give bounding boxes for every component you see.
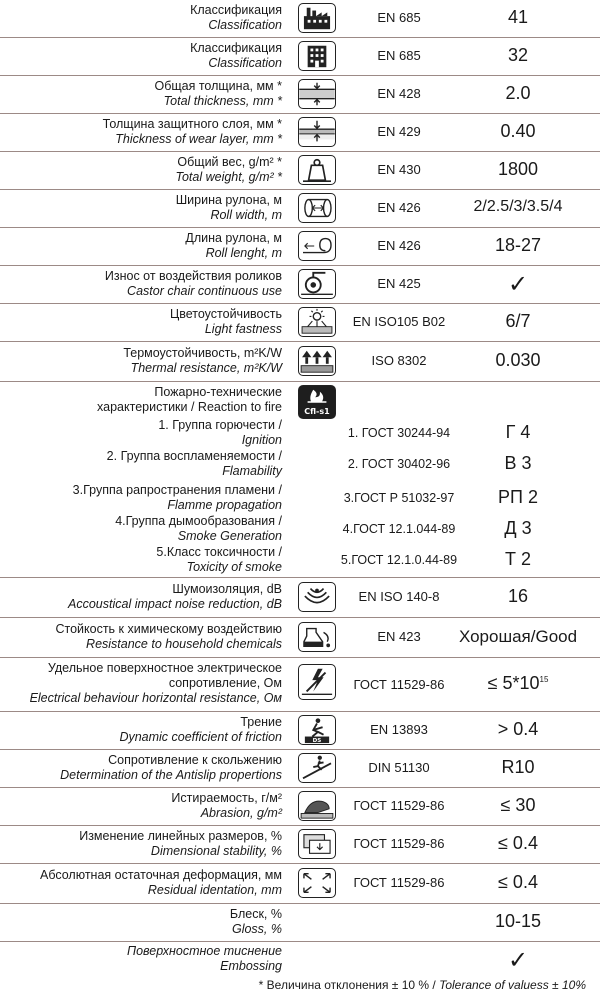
spec-value: 10-15 [494, 911, 542, 931]
roll-width-icon [298, 193, 336, 223]
spec-row-antislip [0, 750, 600, 788]
label-en: Residual identation, mm [147, 883, 282, 897]
roll-length-icon [298, 231, 336, 261]
label-en: Roll width, m [210, 208, 282, 222]
weight-icon [298, 155, 336, 185]
label-en: Dynamic coefficient of friction [119, 730, 282, 744]
fire-title-ru: Пожарно-технические [154, 385, 282, 399]
fire-group-propagation [73, 483, 282, 513]
fire-class-text: Cfl-s1 [304, 407, 330, 417]
spec-label [68, 582, 282, 612]
fire-title [97, 385, 282, 415]
value-base: ≤ 5*10 [487, 673, 540, 693]
group-label-en: Flamability [222, 464, 282, 478]
spec-value: 18-27 [494, 235, 542, 255]
label-en: Gloss, % [231, 922, 282, 936]
label-ru-2: сопротивление, Ом [168, 676, 282, 690]
wear-layer-icon [298, 117, 336, 147]
label-en: Resistance to household chemicals [86, 637, 282, 651]
group-label-ru: 3.Группа рапространения пламени / [72, 483, 282, 497]
standard-code: EN 426 [377, 238, 421, 253]
spec-value: 41 [507, 7, 529, 27]
fire-group-smoke [115, 514, 282, 544]
standard-code: EN 430 [377, 162, 421, 177]
group-value: Т 2 [504, 549, 531, 569]
spec-row-electrical [0, 658, 600, 712]
spec-value: ≤ 0.4 [498, 872, 538, 892]
castor-chair-icon [298, 269, 336, 299]
label-ru: Толщина защитного слоя, мм * [102, 117, 282, 131]
label-en: Electrical behaviour horizontal resistance, Ом [29, 691, 282, 705]
spec-label [119, 715, 282, 745]
spec-label [171, 791, 282, 821]
dimensional-icon [298, 829, 336, 859]
label-ru: Общая толщина, мм * [154, 79, 282, 93]
spec-value: 6/7 [505, 311, 531, 331]
spec-label [123, 346, 282, 376]
spec-label [103, 117, 282, 147]
thermal-icon [298, 346, 336, 376]
value-exponent: 15 [539, 675, 549, 684]
spec-label [105, 269, 282, 299]
standard-code: ГОСТ 11529-86 [353, 875, 445, 890]
standard-code: EN 685 [377, 48, 421, 63]
spec-value: 1800 [497, 159, 539, 179]
spec-label [185, 231, 282, 261]
label-ru: Классификация [190, 41, 282, 55]
label-ru: Удельное поверхностное электрическое [47, 661, 282, 675]
label-en: Embossing [220, 959, 282, 973]
spec-row-classification-1 [0, 0, 600, 38]
spec-row-chemicals [0, 618, 600, 658]
spec-value: > 0.4 [497, 719, 539, 739]
group-value: Г 4 [505, 422, 531, 442]
spec-value: R10 [501, 757, 535, 777]
spec-row-noise-reduction [0, 578, 600, 618]
standard-code: EN 426 [377, 200, 421, 215]
fire-title-mixed: характеристики / Reaction to fire [97, 400, 282, 414]
label-ru: Износ от воздействия роликов [104, 269, 282, 283]
label-en: Abrasion, g/m² [200, 806, 282, 820]
group-standard: 5.ГОСТ 12.1.0.44-89 [340, 553, 458, 567]
spec-row-light-fastness [0, 304, 600, 342]
spec-row-castor-chair [0, 266, 600, 304]
tolerance-note [0, 978, 586, 992]
label-en: Castor chair continuous use [127, 284, 282, 298]
label-en: Classification [208, 56, 282, 70]
group-label-en: Ignition [241, 433, 282, 447]
friction-icon-label: DS [312, 738, 322, 744]
spec-label [30, 661, 282, 706]
standard-code: EN 425 [377, 276, 421, 291]
label-en: Thickness of wear layer, mm * [115, 132, 282, 146]
label-en: Accoustical impact noise reduction, dB [68, 597, 282, 611]
label-en: Roll lenght, m [205, 246, 282, 260]
spec-value [458, 673, 578, 694]
label-ru: Цветоустойчивость [170, 307, 282, 321]
standard-code: ГОСТ 11529-86 [353, 677, 445, 692]
spec-row-abrasion [0, 788, 600, 826]
group-value: РП 2 [498, 487, 538, 507]
spec-row-roll-length [0, 228, 600, 266]
spec-value: 2/2.5/3/3.5/4 [473, 198, 563, 215]
building-icon [298, 41, 336, 71]
standard-code: ГОСТ 11529-86 [353, 836, 445, 851]
spec-row-thermal [0, 342, 600, 382]
label-ru: Термоустойчивость, m²K/W [123, 346, 282, 360]
group-standard: 1. ГОСТ 30244-94 [347, 426, 451, 440]
spec-value: ≤ 30 [500, 795, 536, 815]
label-en: Dimensional stability, % [150, 844, 282, 858]
noise-icon [298, 582, 336, 612]
spec-label [190, 41, 282, 71]
label-ru: Абсолютная остаточная деформация, мм [40, 868, 282, 882]
indentation-icon [298, 868, 336, 898]
label-ru: Общий вес, g/m² * [177, 155, 282, 169]
spec-row-gloss [0, 904, 600, 942]
standard-code: EN ISO105 B02 [352, 314, 446, 329]
tolerance-note-en: Tolerance of valuess ± 10% [439, 978, 586, 992]
group-label-ru: 1. Группа горючести / [158, 418, 282, 432]
checkmark-icon: ✓ [507, 271, 529, 298]
standard-code: EN 429 [377, 124, 421, 139]
label-ru: Сопротивление к скольжению [108, 753, 282, 767]
label-ru: Поверхностное тиснение [127, 944, 282, 958]
total-thickness-icon [298, 79, 336, 109]
spec-row-total-thickness [0, 76, 600, 114]
standard-code: EN ISO 140-8 [358, 589, 440, 604]
spec-row-wear-layer [0, 114, 600, 152]
label-ru: Ширина рулона, м [175, 193, 282, 207]
label-en: Total thickness, mm * [163, 94, 282, 108]
label-en: Classification [208, 18, 282, 32]
fire-group-flamability [107, 449, 282, 479]
label-ru: Классификация [190, 3, 282, 17]
spec-label [154, 79, 282, 109]
spec-label [60, 753, 282, 783]
light-fastness-icon [298, 307, 336, 337]
group-standard: 3.ГОСТ Р 51032-97 [343, 491, 455, 505]
group-label-ru: 4.Группа дымообразования / [115, 514, 282, 528]
fire-icon [298, 385, 336, 419]
antislip-icon [298, 753, 336, 783]
standard-code: EN 13893 [370, 722, 428, 737]
fire-group-ignition [158, 418, 282, 448]
checkmark-icon: ✓ [507, 947, 529, 974]
group-label-ru: 2. Группа воспламеняемости / [106, 449, 282, 463]
label-en: Total weight, g/m² * [175, 170, 282, 184]
group-label-en: Smoke Generation [177, 529, 282, 543]
reaction-to-fire-section [0, 382, 600, 578]
group-standard: 4.ГОСТ 12.1.044-89 [342, 522, 456, 536]
label-ru: Изменение линейных размеров, % [79, 829, 282, 843]
standard-code: ISO 8302 [371, 353, 427, 368]
spec-value: Хорошая/Good [458, 627, 578, 646]
label-ru: Блеск, % [229, 907, 282, 921]
factory-icon [298, 3, 336, 33]
spec-label [190, 3, 282, 33]
spec-label [55, 622, 282, 652]
spec-row-dimensional-stability [0, 826, 600, 864]
group-label-en: Flamme propagation [167, 498, 282, 512]
spec-label [175, 155, 282, 185]
spec-row-residual-indentation [0, 864, 600, 904]
spec-value: 0.030 [495, 350, 541, 370]
group-label-en: Toxicity of smoke [186, 560, 282, 574]
fire-group-toxicity [156, 545, 282, 575]
standard-code: ГОСТ 11529-86 [353, 798, 445, 813]
spec-row-total-weight [0, 152, 600, 190]
group-value: В 3 [504, 453, 532, 473]
spec-row-embossing [0, 942, 600, 978]
spec-value: 2.0 [505, 83, 531, 103]
group-value: Д 3 [504, 518, 532, 538]
label-ru: Истираемость, г/м² [171, 791, 282, 805]
spec-value: 16 [507, 586, 529, 606]
label-ru: Стойкость к химическому воздействию [55, 622, 282, 636]
tolerance-note-ru: * Величина отклонения ± 10 % / [258, 978, 436, 992]
label-ru: Трение [240, 715, 282, 729]
chemicals-icon [298, 622, 336, 652]
spec-row-classification-2 [0, 38, 600, 76]
standard-code: EN 428 [377, 86, 421, 101]
spec-value: ≤ 0.4 [498, 833, 538, 853]
spec-row-roll-width [0, 190, 600, 228]
standard-code: EN 423 [377, 629, 421, 644]
spec-label [79, 829, 282, 859]
spec-label [40, 868, 282, 898]
group-standard: 2. ГОСТ 30402-96 [347, 457, 451, 471]
electrical-icon [298, 664, 336, 700]
label-en: Light fastness [204, 322, 282, 336]
spec-value: 0.40 [500, 121, 536, 141]
spec-label [230, 907, 282, 937]
standard-code: DIN 51130 [368, 760, 430, 775]
label-ru: Длина рулона, м [185, 231, 282, 245]
abrasion-icon [298, 791, 336, 821]
spec-row-friction [0, 712, 600, 750]
spec-value: 32 [507, 45, 529, 65]
label-ru: Шумоизоляция, dB [172, 582, 282, 596]
spec-label [176, 193, 282, 223]
standard-code: EN 685 [377, 10, 421, 25]
group-label-ru: 5.Класс токсичности / [156, 545, 282, 559]
spec-label [127, 944, 282, 974]
label-en: Determination of the Antislip propertions [60, 768, 282, 782]
friction-icon [298, 715, 336, 745]
label-en: Thermal resistance, m²K/W [130, 361, 282, 375]
spec-label [170, 307, 282, 337]
